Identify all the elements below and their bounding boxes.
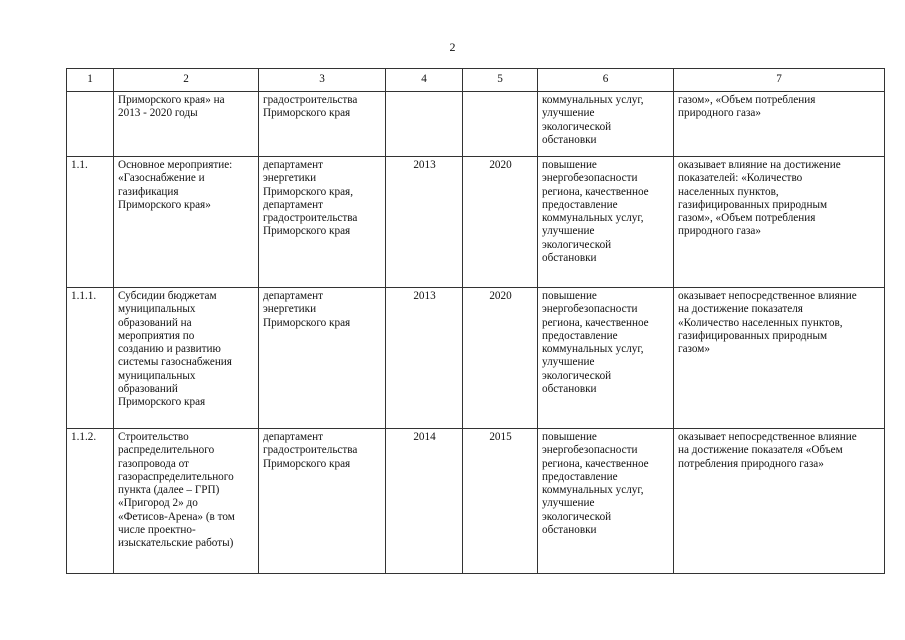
end-year — [463, 288, 538, 429]
indicator-link — [674, 429, 885, 574]
row-number-text: 1.1. — [71, 159, 88, 171]
indicator-link-text: оказывает непосредственное влияние на достижение показателя «Объем потребления природного газа» — [678, 431, 857, 470]
responsible-executor-text: градостроительства Приморского края — [263, 94, 358, 120]
start-year-text: 2013 — [413, 290, 436, 302]
start-year — [386, 429, 463, 574]
measure-name — [114, 157, 259, 288]
column-header-1: 1 — [67, 69, 114, 92]
header-row — [67, 69, 885, 92]
measures-table — [66, 68, 885, 574]
responsible-executor-text: департамент энергетики Приморского края, департамент градостроительства Приморского края — [263, 159, 358, 238]
start-year — [386, 288, 463, 429]
column-header-5: 5 — [463, 69, 538, 92]
table-row — [67, 429, 885, 574]
measure-name-text: Субсидии бюджетам муниципальных образований на мероприятия по созданию и развитию системы газоснабжения муниципальных образований Приморского края — [118, 290, 232, 409]
page-number: 2 — [449, 40, 456, 54]
row-number — [67, 92, 114, 157]
row-number-text: 1.1.1. — [71, 290, 97, 302]
expected-result — [538, 429, 674, 574]
row-number-text: 1.1.2. — [71, 431, 97, 443]
indicator-link-text: оказывает влияние на достижение показателей: «Количество населенных пунктов, газифицированных природным газом», «Объем потребления природного газа» — [678, 159, 841, 238]
end-year — [463, 429, 538, 574]
responsible-executor-text: департамент энергетики Приморского края — [263, 290, 351, 329]
indicator-link-text: газом», «Объем потребления природного газа» — [678, 94, 816, 120]
responsible-executor — [259, 157, 386, 288]
indicator-link — [674, 92, 885, 157]
indicator-link — [674, 157, 885, 288]
expected-result-text: повышение энергобезопасности региона, качественное предоставление коммунальных услуг, улучшение экологической обстановки — [542, 431, 649, 537]
expected-result-text: повышение энергобезопасности региона, качественное предоставление коммунальных услуг, улучшение экологической обстановки — [542, 159, 649, 265]
column-header-4: 4 — [386, 69, 463, 92]
row-number — [67, 157, 114, 288]
column-header-7: 7 — [674, 69, 885, 92]
measure-name-text: Строительство распределительного газопровода от газораспределительного пункта (далее – ГРП) «Пригород 2» до «Фетисов-Арена» (в том числе проектно- изыскательские работы) — [118, 431, 235, 550]
start-year-text: 2014 — [413, 431, 436, 443]
expected-result — [538, 288, 674, 429]
responsible-executor-text: департамент градостроительства Приморского края — [263, 431, 358, 470]
measure-name — [114, 429, 259, 574]
column-header-2: 2 — [114, 69, 259, 92]
table-row — [67, 157, 885, 288]
responsible-executor — [259, 429, 386, 574]
column-header-6: 6 — [538, 69, 674, 92]
responsible-executor — [259, 288, 386, 429]
table-row — [67, 92, 885, 157]
end-year-text: 2020 — [489, 290, 512, 302]
row-number — [67, 429, 114, 574]
expected-result-text: коммунальных услуг, улучшение экологической обстановки — [542, 94, 644, 146]
measure-name — [114, 92, 259, 157]
measure-name-text: Основное мероприятие: «Газоснабжение и газификация Приморского края» — [118, 159, 233, 211]
start-year — [386, 92, 463, 157]
indicator-link — [674, 288, 885, 429]
table-row — [67, 288, 885, 429]
end-year — [463, 157, 538, 288]
end-year-text: 2015 — [489, 431, 512, 443]
end-year — [463, 92, 538, 157]
expected-result-text: повышение энергобезопасности региона, качественное предоставление коммунальных услуг, улучшение экологической обстановки — [542, 290, 649, 396]
row-number — [67, 288, 114, 429]
start-year-text: 2013 — [413, 159, 436, 171]
start-year — [386, 157, 463, 288]
end-year-text: 2020 — [489, 159, 512, 171]
responsible-executor — [259, 92, 386, 157]
column-header-3: 3 — [259, 69, 386, 92]
expected-result — [538, 92, 674, 157]
expected-result — [538, 157, 674, 288]
measure-name — [114, 288, 259, 429]
indicator-link-text: оказывает непосредственное влияние на достижение показателя «Количество населенных пунктов, газифицированных природным газом» — [678, 290, 857, 356]
measure-name-text: Приморского края» на 2013 - 2020 годы — [118, 94, 225, 120]
